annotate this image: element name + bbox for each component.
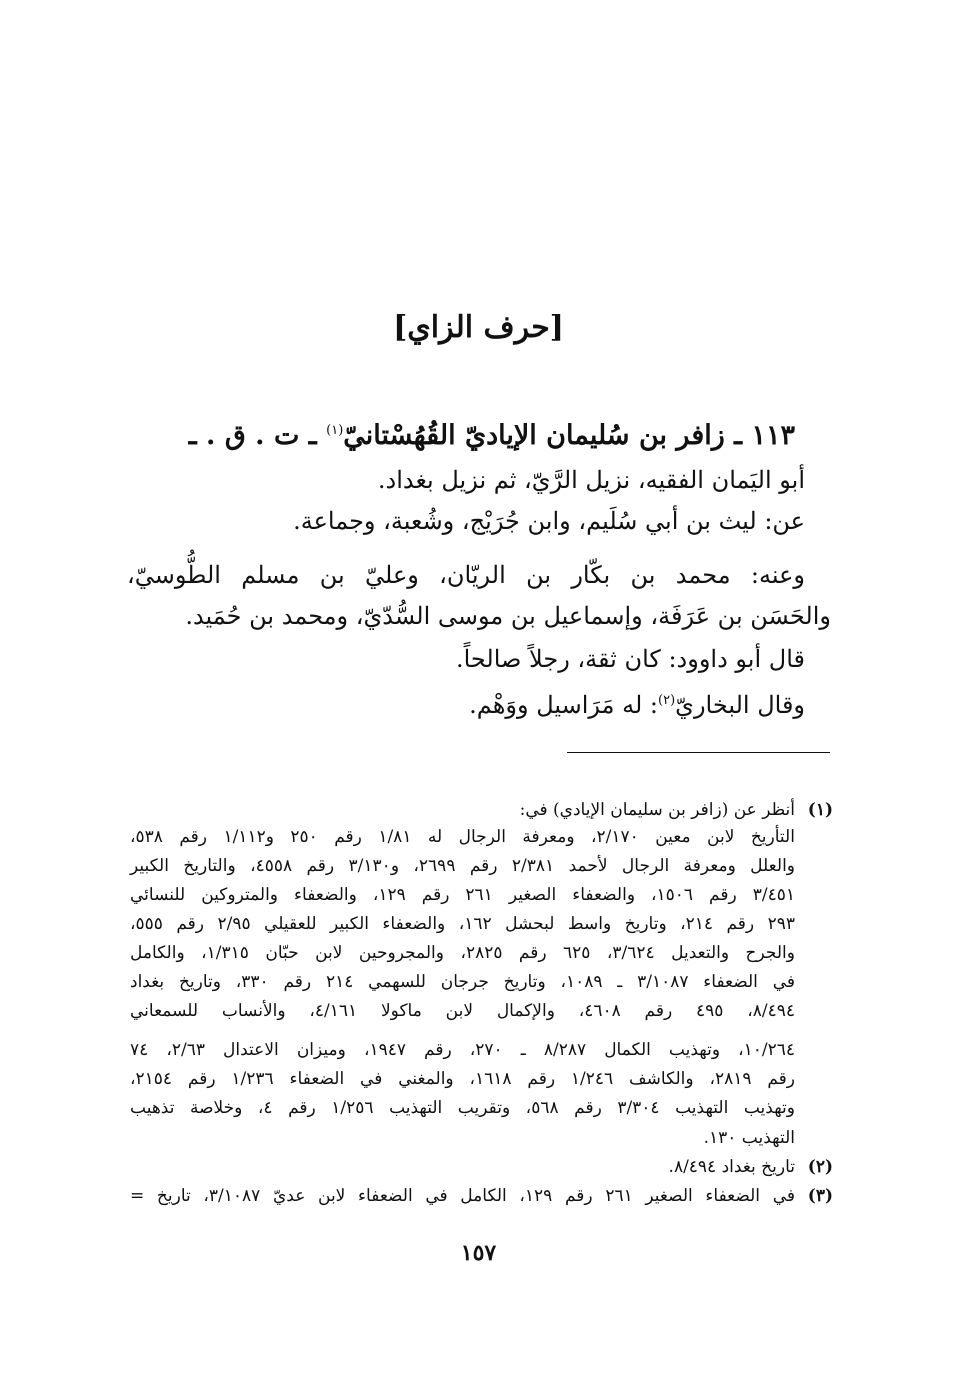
- entry-symbols: ـ ت . ق . ـ: [188, 420, 317, 451]
- footnote-1-line: في الضعفاء ٣/١٠٨٧ ـ ١٠٨٩، وتاريخ جرجان للسهمي ٢١٤ رقم ٣٣٠، وتاريخ بغداد: [130, 972, 796, 992]
- bukhari-text: وقال البخاريّ: [675, 691, 805, 719]
- footnote-3-text: في الضعفاء الصغير ٢٦١ رقم ١٢٩، الكامل في الضعفاء لابن عديّ ٣/١٠٨٧، تاريخ =: [130, 1186, 795, 1206]
- footnote-1-line: أنظر عن (زافر بن سليمان الإيادي) في:: [519, 800, 795, 820]
- entry-line-teachers: عن: ليث بن أبي سُلَيم، وابن جُرَيْج، وشُعبة، وجماعة.: [293, 507, 805, 535]
- entry-title-text: ١١٣ ـ زافر بن سُليمان الإياديّ القُهُسْتانيّ: [343, 420, 795, 451]
- footnote-1-line: والجرح والتعديل ٣/٦٢٤، ٦٢٥ رقم ٢٨٢٥، والمجروحين لابن حبّان ١/٣١٥، والكامل: [130, 943, 795, 963]
- footnote-2-text: تاريخ بغداد ٨/٤٩٤.: [668, 1157, 795, 1177]
- footnote-ref-1: (١): [326, 423, 344, 438]
- footnote-1-line: رقم ٢٨١٩، والكاشف ١/٢٤٦ رقم ١٦١٨، والمغني في الضعفاء ١/٢٣٦ رقم ٢١٥٤،: [130, 1069, 795, 1089]
- footnote-3-marker: (٣): [807, 1186, 833, 1206]
- entry-line-students-1: وعنه: محمد بن بكّار بن الريّان، وعليّ بن مسلم الطُّوسيّ،: [127, 561, 805, 589]
- entry-title: [105, 410, 795, 457]
- entry-line-kunya: أبو اليَمان الفقيه، نزيل الرَّيّ، ثم نزيل بغداد.: [377, 466, 805, 494]
- section-heading: [حرف الزاي]: [393, 310, 564, 345]
- footnote-1-line: وتهذيب التهذيب ٣/٣٠٤ رقم ٥٦٨، وتقريب التهذيب ١/٢٥٦ رقم ٤، وخلاصة تذهيب: [130, 1098, 795, 1118]
- footnote-1-line: ٣/٤٥١ رقم ١٥٠٦، والضعفاء الصغير ٢٦١ رقم ١٢٩، والضعفاء والمتروكين للنسائي: [130, 885, 795, 905]
- footnote-1-line: التأريخ لابن معين ٢/١٧٠، ومعرفة الرجال له ١/٨١ رقم ٢٥٠ و١/١١٢ رقم ٥٣٨،: [130, 827, 795, 847]
- footnote-1-marker: (١): [807, 800, 833, 820]
- footnote-1-line: والعلل ومعرفة الرجال لأحمد ٢/٣٨١ رقم ٢٦٩٩، و٣/١٣٠ رقم ٤٥٥٨، والتاريخ الكبير: [130, 856, 795, 876]
- footnote-ref-2: (٢): [658, 693, 676, 708]
- entry-line-bukhari: [469, 683, 805, 723]
- entry-line-students-2: والحَسَن بن عَرَفَة، وإسماعيل بن موسى السُّدّيّ، ومحمد بن حُمَيد.: [185, 602, 831, 630]
- footnote-1-line: ٨/٤٩٤، ٤٩٥ رقم ٤٦٠٨، والإكمال لابن ماكولا ٤/١٦١، والأنساب للسمعاني: [130, 1001, 795, 1021]
- bukhari-statement: : له مَرَاسيل ووَهْم.: [469, 691, 659, 719]
- page-number: ١٥٧: [460, 1240, 497, 1266]
- footnote-1-line: ١٠/٢٦٤، وتهذيب الكمال ٨/٢٨٧ ـ ٢٧٠، رقم ١٩٤٧، وميزان الاعتدال ٢/٦٣، ٧٤: [130, 1040, 796, 1060]
- footnote-separator: [567, 752, 830, 753]
- entry-line-abu-dawud: قال أبو داوود: كان ثقة، رجلاً صالحاً.: [455, 645, 805, 673]
- footnote-1-line: ٢٩٣ رقم ٢١٤، وتاريخ واسط لبحشل ١٦٢، والضعفاء الكبير للعقيلي ٢/٩٥ رقم ٥٥٥،: [130, 914, 795, 934]
- footnote-1-line: التهذيب ١٣٠.: [703, 1128, 795, 1148]
- footnote-2-marker: (٢): [807, 1157, 833, 1177]
